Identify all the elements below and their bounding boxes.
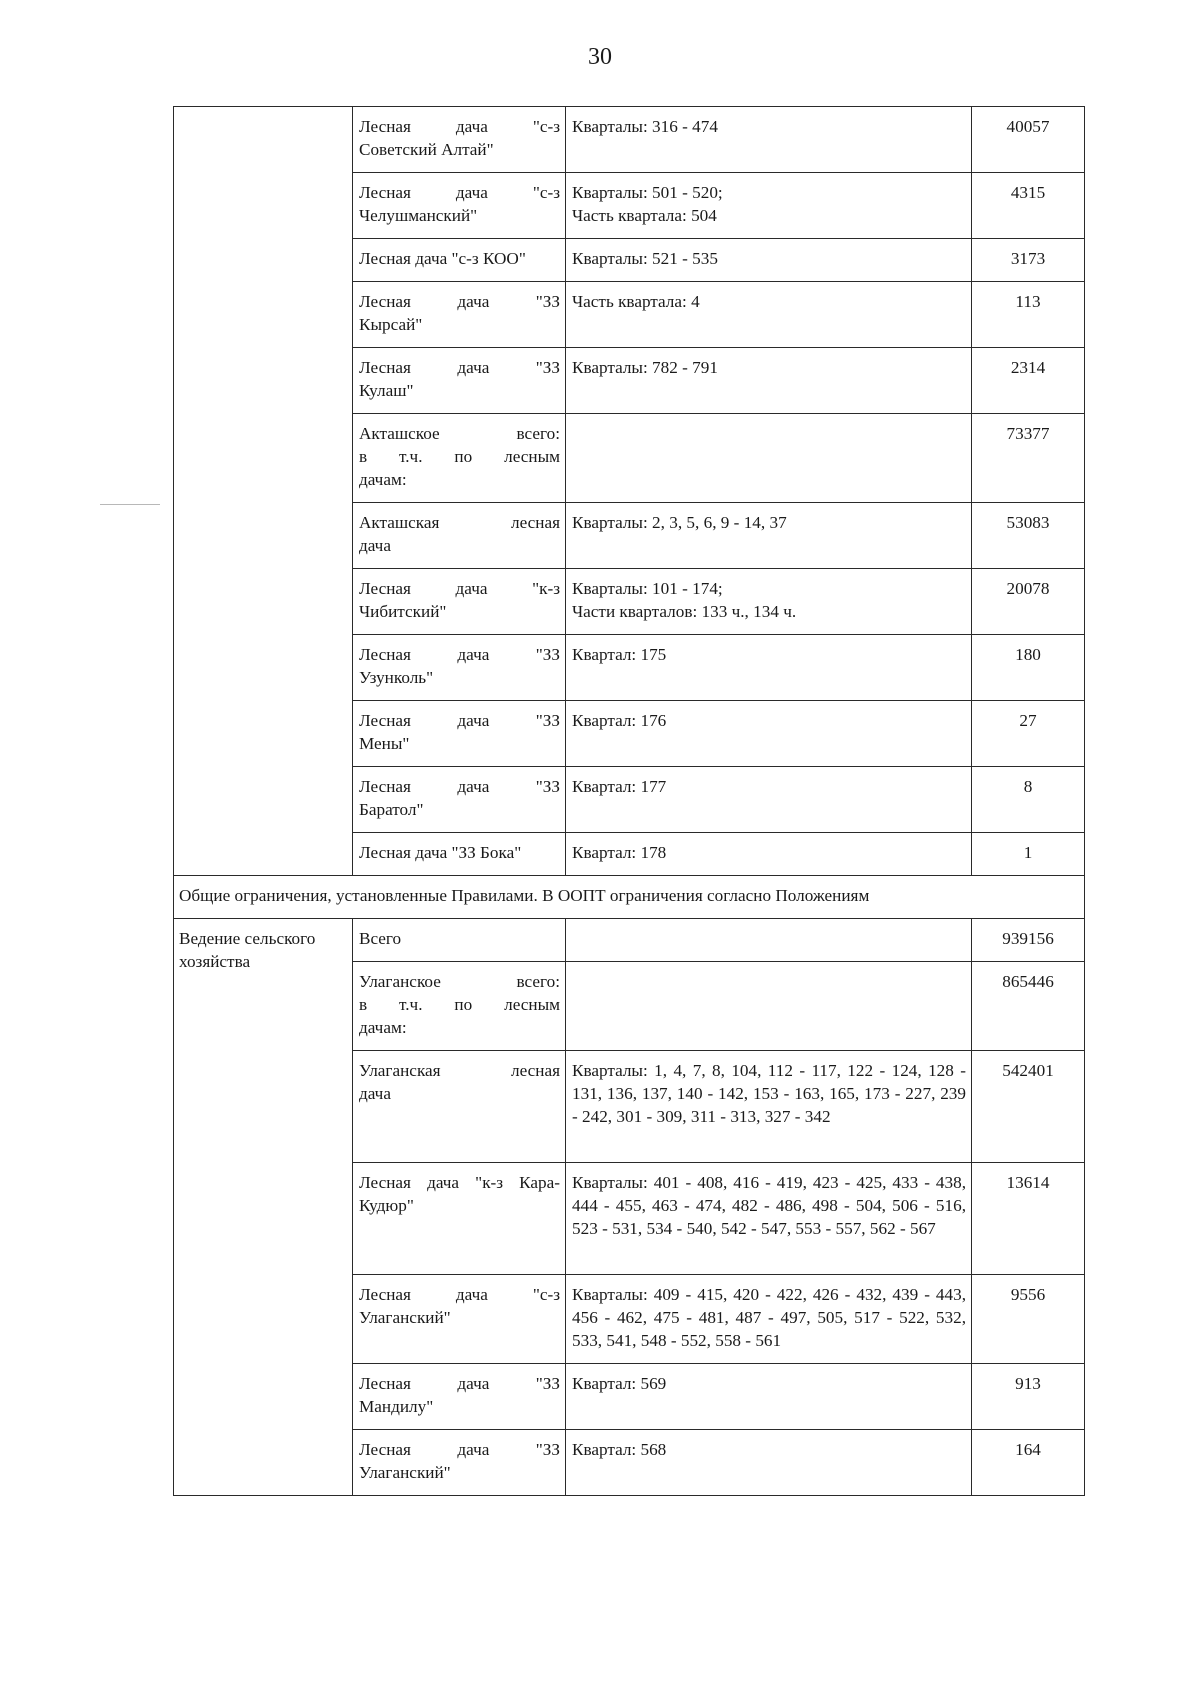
forest-name-line: Улаганское всего: — [359, 972, 560, 991]
forest-name-line: Улаганский" — [359, 1463, 451, 1482]
quarters-text: Кварталы: 101 - 174; — [572, 579, 723, 598]
forest-name-cell — [353, 1163, 566, 1275]
quarters-cell — [566, 1163, 972, 1275]
forest-name-cell — [353, 414, 566, 503]
quarters-cell — [566, 239, 972, 282]
quarters-text: Квартал: 177 — [572, 777, 667, 796]
area-value: 865446 — [972, 962, 1085, 1051]
forest-name-cell — [353, 239, 566, 282]
area-value: 27 — [972, 701, 1085, 767]
forest-name-line: Улаганский" — [359, 1308, 451, 1327]
quarters-text: Квартал: 569 — [572, 1374, 667, 1393]
area-value: 542401 — [972, 1051, 1085, 1163]
area-value: 3173 — [972, 239, 1085, 282]
forest-name-line: дачам: — [359, 470, 407, 489]
quarters-text: Кварталы: 1, 4, 7, 8, 104, 112 - 117, 122 - 124, 128 - 131, 136, 137, 140 - 142, 153 - 163, 165, 173 - 227, 239 - 242, 301 - 309, 311 - 313, 327 - 342 — [572, 1061, 966, 1126]
forest-name-cell — [353, 919, 566, 962]
forest-name-line: Лесная дача "ЗЗ — [359, 292, 560, 311]
forest-name-line: Кудюр" — [359, 1196, 414, 1215]
forest-name-line: Лесная дача "ЗЗ — [359, 645, 560, 664]
area-value: 1 — [972, 833, 1085, 876]
forest-name-line: дачам: — [359, 1018, 407, 1037]
area-value: 113 — [972, 282, 1085, 348]
forest-name-line: Акташская лесная — [359, 513, 560, 532]
quarters-cell — [566, 962, 972, 1051]
area-value: 13614 — [972, 1163, 1085, 1275]
forest-name-line: Кырсай" — [359, 315, 423, 334]
page-number: 30 — [588, 44, 612, 70]
forest-name-line: Лесная дача "ЗЗ — [359, 1440, 560, 1459]
quarters-text: Кварталы: 782 - 791 — [572, 358, 718, 377]
quarters-cell — [566, 348, 972, 414]
forest-name-cell — [353, 767, 566, 833]
forest-name-line: Баратол" — [359, 800, 424, 819]
forest-name-line: Лесная дача "ЗЗ — [359, 777, 560, 796]
quarters-text: Квартал: 178 — [572, 843, 667, 862]
quarters-cell — [566, 1364, 972, 1430]
forest-name-line: в т.ч. по лесным — [359, 447, 560, 466]
quarters-text: Кварталы: 501 - 520; — [572, 183, 723, 202]
forest-name-line: Всего — [359, 929, 402, 948]
forest-name-line: Лесная дача "к-з — [359, 579, 560, 598]
activity-category-line: хозяйства — [179, 952, 251, 971]
area-value: 4315 — [972, 173, 1085, 239]
quarters-text: Квартал: 568 — [572, 1440, 667, 1459]
forest-name-line: Мандилу" — [359, 1397, 434, 1416]
forest-name-line: Узунколь" — [359, 668, 434, 687]
activity-category-line: Ведение сельского — [179, 929, 316, 948]
restrictions-note: Общие ограничения, установленные Правилами. В ООПТ ограничения согласно Положениям — [174, 876, 1085, 919]
table-row — [174, 919, 1085, 962]
area-value: 180 — [972, 635, 1085, 701]
quarters-cell — [566, 635, 972, 701]
area-value: 40057 — [972, 107, 1085, 173]
quarters-cell — [566, 173, 972, 239]
forest-name-line: Чибитский" — [359, 602, 447, 621]
forest-name-line: Лесная дача "ЗЗ — [359, 1374, 560, 1393]
area-value: 9556 — [972, 1275, 1085, 1364]
area-value: 939156 — [972, 919, 1085, 962]
area-value: 20078 — [972, 569, 1085, 635]
area-value: 73377 — [972, 414, 1085, 503]
restrictions-row — [174, 876, 1085, 919]
forest-name-cell — [353, 962, 566, 1051]
forest-name-cell — [353, 635, 566, 701]
forest-name-line: Лесная дача "с-з КОО" — [359, 249, 526, 268]
area-value: 2314 — [972, 348, 1085, 414]
quarters-text: Кварталы: 401 - 408, 416 - 419, 423 - 425, 433 - 438, 444 - 455, 463 - 474, 482 - 486, 498 - 504, 506 - 516, 523 - 531, 534 - 540, 542 - 547, 553 - 557, 562 - 567 — [572, 1173, 966, 1238]
quarters-cell — [566, 701, 972, 767]
forest-name-cell — [353, 503, 566, 569]
area-value: 53083 — [972, 503, 1085, 569]
activity-category-cell — [174, 107, 353, 876]
forest-name-line: Акташское всего: — [359, 424, 560, 443]
quarters-text: Квартал: 176 — [572, 711, 667, 730]
quarters-cell — [566, 107, 972, 173]
quarters-text: Кварталы: 2, 3, 5, 6, 9 - 14, 37 — [572, 513, 787, 532]
forest-name-cell — [353, 173, 566, 239]
forest-name-cell — [353, 1275, 566, 1364]
quarters-cell — [566, 767, 972, 833]
activity-category-cell — [174, 919, 353, 1496]
quarters-text: Части кварталов: 133 ч., 134 ч. — [572, 602, 797, 621]
quarters-cell — [566, 833, 972, 876]
forest-name-line: Улаганская лесная — [359, 1061, 560, 1080]
forest-name-cell — [353, 1364, 566, 1430]
forest-name-line: Лесная дача "ЗЗ — [359, 358, 560, 377]
quarters-text: Квартал: 175 — [572, 645, 667, 664]
forest-name-line: в т.ч. по лесным — [359, 995, 560, 1014]
forest-name-line: Лесная дача "с-з — [359, 1285, 560, 1304]
forest-name-line: Лесная дача "ЗЗ Бока" — [359, 843, 522, 862]
forest-name-line: Лесная дача "к-з Кара- — [359, 1173, 560, 1192]
forest-name-line: Лесная дача "с-з — [359, 183, 560, 202]
forest-name-cell — [353, 107, 566, 173]
quarters-cell — [566, 569, 972, 635]
forest-name-line: дача — [359, 1084, 391, 1103]
forest-name-cell — [353, 701, 566, 767]
quarters-cell — [566, 414, 972, 503]
forest-name-line: Лесная дача "ЗЗ — [359, 711, 560, 730]
quarters-cell — [566, 1430, 972, 1496]
table-body — [174, 107, 1085, 1496]
area-value: 8 — [972, 767, 1085, 833]
forest-name-cell — [353, 1051, 566, 1163]
forest-name-line: Мены" — [359, 734, 410, 753]
forest-name-cell — [353, 833, 566, 876]
quarters-text: Кварталы: 316 - 474 — [572, 117, 718, 136]
forest-name-cell — [353, 569, 566, 635]
forest-name-cell — [353, 348, 566, 414]
area-value: 913 — [972, 1364, 1085, 1430]
forest-name-line: Советский Алтай" — [359, 140, 494, 159]
forest-name-cell — [353, 1430, 566, 1496]
quarters-cell — [566, 282, 972, 348]
quarters-cell — [566, 503, 972, 569]
quarters-text: Кварталы: 521 - 535 — [572, 249, 718, 268]
forest-name-line: Челушманский" — [359, 206, 478, 225]
quarters-cell — [566, 919, 972, 962]
forest-name-line: Кулаш" — [359, 381, 414, 400]
forest-name-line: дача — [359, 536, 391, 555]
forest-name-cell — [353, 282, 566, 348]
forest-quarters-table — [173, 106, 1085, 1496]
quarters-text: Часть квартала: 504 — [572, 206, 717, 225]
quarters-cell — [566, 1275, 972, 1364]
quarters-text: Часть квартала: 4 — [572, 292, 700, 311]
quarters-text: Кварталы: 409 - 415, 420 - 422, 426 - 432, 439 - 443, 456 - 462, 475 - 481, 487 - 497, 505, 517 - 522, 532, 533, 541, 548 - 552, 558 - 561 — [572, 1285, 966, 1350]
quarters-cell — [566, 1051, 972, 1163]
table-row — [174, 107, 1085, 173]
forest-name-line: Лесная дача "с-з — [359, 117, 560, 136]
scan-artifact-line — [100, 504, 160, 505]
area-value: 164 — [972, 1430, 1085, 1496]
